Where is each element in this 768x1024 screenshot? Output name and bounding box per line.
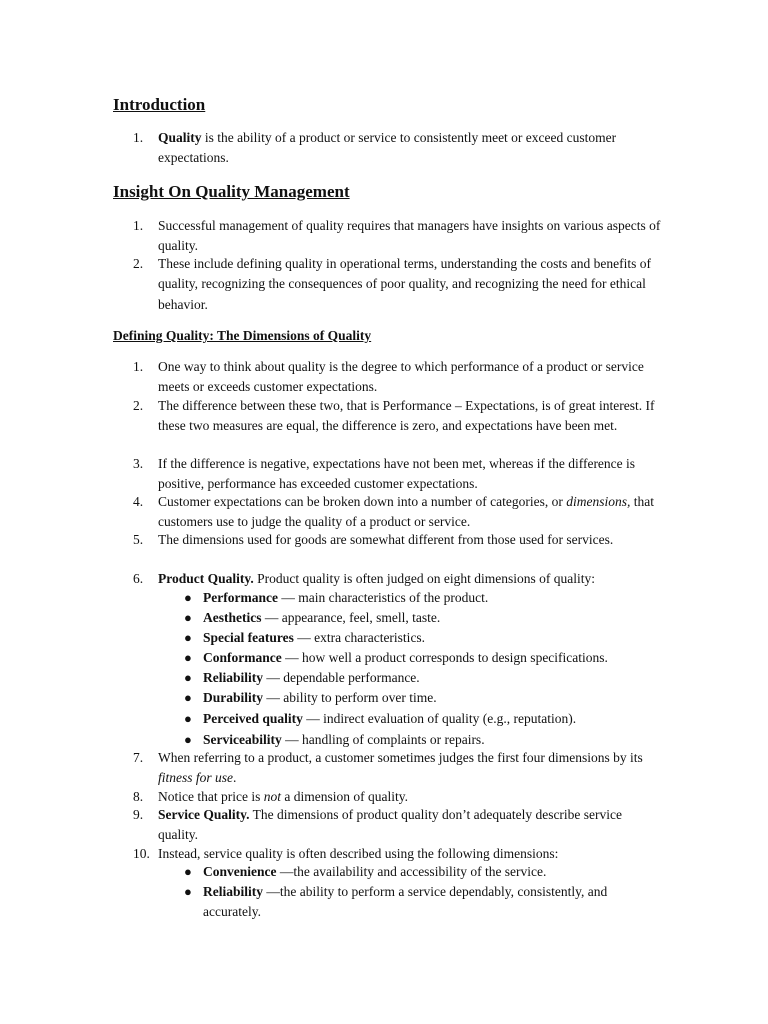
list-number: 1. — [133, 218, 144, 233]
term-not: not — [263, 789, 281, 804]
list-number: 5. — [133, 532, 144, 547]
list-number: 3. — [133, 456, 144, 471]
defining-item-10: 10. Instead, service quality is often described using the following dimensions: — [133, 844, 663, 864]
insight-item-1: 1. Successful management of quality requires that managers have insights on various aspects of quality. — [133, 218, 661, 254]
list-number: 1. — [133, 359, 144, 374]
term-product-quality: Product Quality. — [158, 571, 254, 586]
list-number: 6. — [133, 571, 144, 586]
bullet-icon: ● — [184, 732, 192, 747]
bullet-icon: ● — [184, 630, 192, 645]
service-dimension-convenience: ● Convenience —the availability and accessibility of the service. — [184, 862, 664, 882]
list-number: 8. — [133, 789, 144, 804]
introduction-heading: Introduction — [113, 95, 206, 114]
term-dimensions: dimensions, — [566, 494, 631, 509]
defining-item-8: 8. Notice that price is not a dimension of quality. — [133, 787, 663, 807]
product-dimension-perceived-quality: ● Perceived quality — indirect evaluation of quality (e.g., reputation). — [184, 709, 664, 729]
defining-item-3: 3. If the difference is negative, expectations have not been met, whereas if the difference is positive, performance has exceeded customer expectations. — [133, 456, 636, 492]
product-dimension-serviceability: ● Serviceability — handling of complaints or repairs. — [184, 730, 664, 750]
bullet-icon: ● — [184, 590, 192, 605]
bullet-icon: ● — [184, 610, 192, 625]
defining-item-4: 4. Customer expectations can be broken down into a number of categories, or dimensions, that customers use to judge the quality of a product or service. — [133, 494, 654, 530]
insight-item-2: 2. These include defining quality in operational terms, understanding the costs and benefits of quality, recognizing the consequences of poor quality, and recognizing the need for ethical behavior. — [133, 256, 651, 312]
product-dimension-durability: ● Durability — ability to perform over time. — [184, 688, 664, 708]
list-number: 2. — [133, 398, 144, 413]
intro-item-1: 1. Quality is the ability of a product or service to consistently meet or exceed customer expectations. — [133, 130, 617, 166]
defining-quality-heading: Defining Quality: The Dimensions of Quality — [113, 328, 372, 343]
defining-item-1: 1. One way to think about quality is the degree to which performance of a product or service meets or exceeds customer expectations. — [133, 359, 644, 395]
service-dimension-reliability: ● Reliability —the ability to perform a service dependably, consistently, and accurately. — [184, 884, 608, 920]
product-dimension-special-features: ● Special features — extra characteristics. — [184, 628, 664, 648]
insight-heading: Insight On Quality Management — [113, 182, 350, 201]
term-quality: Quality — [158, 130, 202, 145]
term-fitness-for-use: fitness for use — [158, 770, 234, 786]
defining-item-6: 6. Product Quality. Product quality is often judged on eight dimensions of quality: — [133, 569, 663, 589]
list-number: 4. — [133, 494, 144, 509]
product-dimension-conformance: ● Conformance — how well a product corresponds to design specifications. — [184, 648, 664, 668]
term-service-quality: Service Quality. — [158, 807, 250, 822]
defining-item-9: 9. Service Quality. The dimensions of product quality don’t adequately describe service quality. — [133, 807, 623, 843]
list-number: 2. — [133, 256, 144, 271]
defining-item-7: 7. When referring to a product, a customer sometimes judges the first four dimensions by its fitness for use. — [133, 750, 643, 786]
defining-item-5: 5. The dimensions used for goods are somewhat different from those used for services. — [133, 530, 663, 550]
list-number: 10. — [133, 846, 150, 861]
list-number: 9. — [133, 807, 144, 822]
bullet-icon: ● — [184, 670, 192, 685]
list-number: 1. — [133, 130, 144, 145]
product-dimension-aesthetics: ● Aesthetics — appearance, feel, smell, taste. — [184, 608, 664, 628]
list-number: 7. — [133, 750, 144, 765]
defining-item-2: 2. The difference between these two, that is Performance – Expectations, is of great interest. If these two measures are equal, the difference is zero, and expectations have been met. — [133, 398, 655, 434]
bullet-icon: ● — [184, 650, 192, 665]
product-dimension-reliability: ● Reliability — dependable performance. — [184, 668, 664, 688]
bullet-icon: ● — [184, 864, 192, 879]
bullet-icon: ● — [184, 711, 192, 726]
bullet-icon: ● — [184, 884, 192, 899]
bullet-icon: ● — [184, 690, 192, 705]
product-dimension-performance: ● Performance — main characteristics of the product. — [184, 588, 664, 608]
